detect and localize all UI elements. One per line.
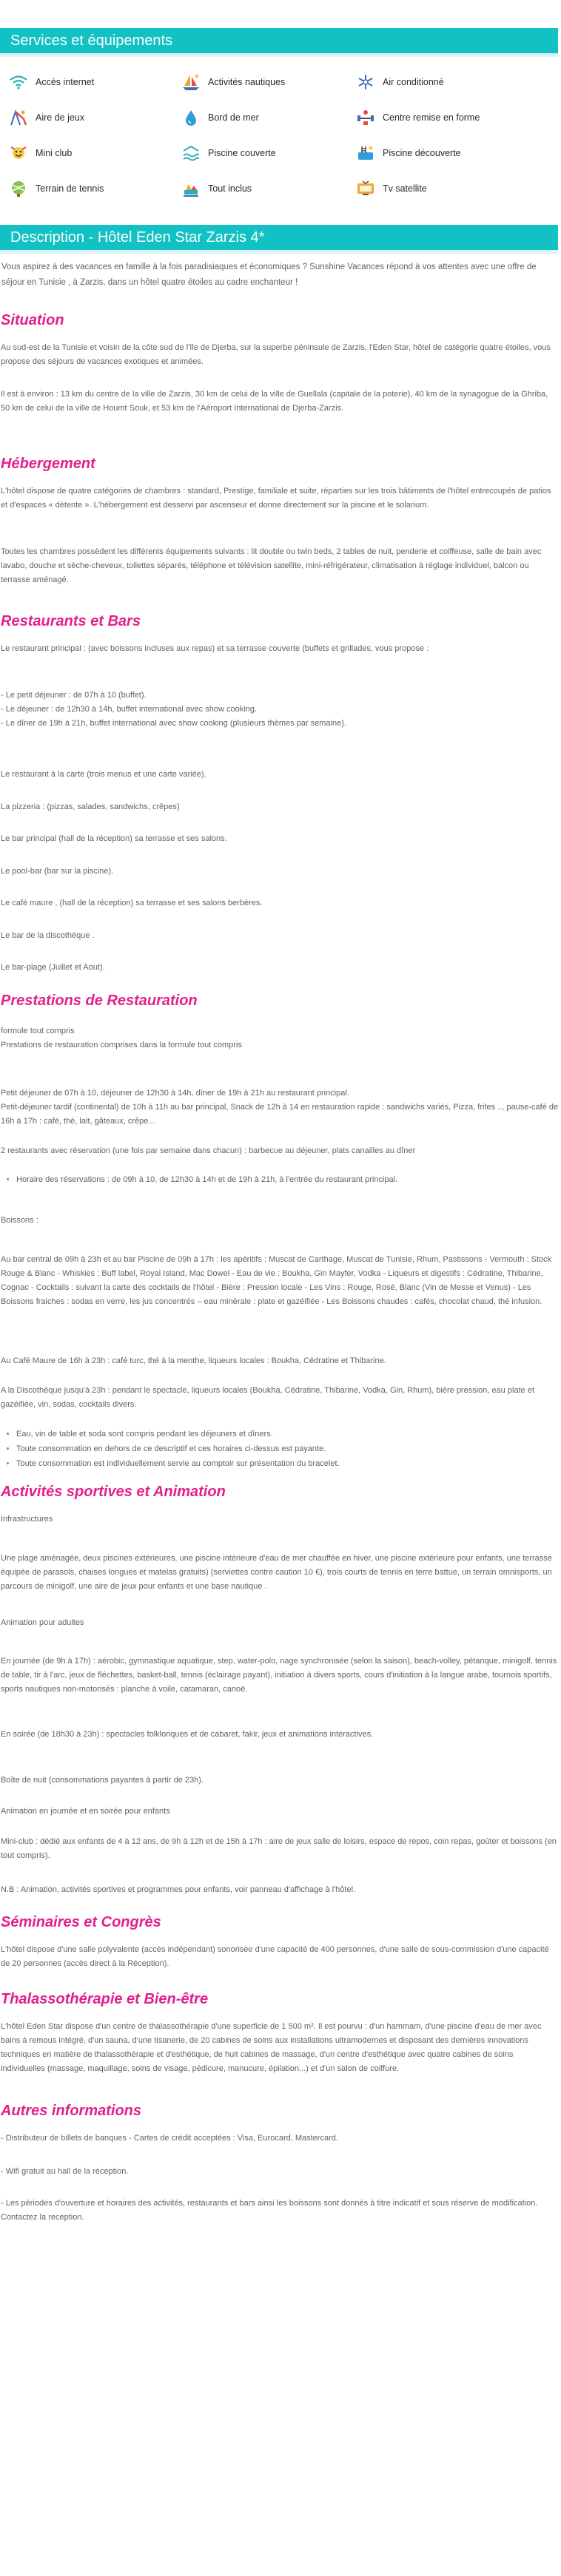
activites-infrastructures-label: Infrastructures [1, 1515, 53, 1524]
service-label: Air conditionné [383, 77, 444, 87]
all-inclusive-icon [180, 179, 202, 198]
restaurants-meals: - Le petit déjeuner : de 07h à 10 (buffet). - Le déjeuner : de 12h30 à 14h, buffet international avec show cooking. - Le dîner de 19h à 21h, buffet international avec show cooking (plusieurs thèmes par semaine). [1, 691, 346, 728]
indoor-pool-icon [180, 143, 202, 163]
hebergement-text-1: L'hôtel dispose de quatre catégories de chambres : standard, Prestige, familiale et suite, réparties sur les trois bâtiments de l'hôtel entrecoupés de patios et d'espaces « détente ». L'hébergement est desservi par ascenseur et donne directement sur la piscine et le solarium. [1, 487, 551, 510]
service-item-internet [7, 72, 180, 92]
prestations-horaires: Petit déjeuner de 07h à 10, déjeuner de 12h30 à 14h, dîner de 19h à 21h au restaurant principal. Petit-déjeuner tardif (continental) de 10h à 11h au bar principal, Snack de 12h à 14 en restauration rapide : sandwichs variés, Pizza, frites .., pause-café de 16h à 17h : café, thé, lait, gâteaux, crêpe... [1, 1089, 559, 1126]
list-item: • Toute consommation est individuellement servie au comptoir sur présentation du bracelet. [16, 1456, 561, 1471]
autres-text-2: - Wifi gratuit au hall de la réception. [1, 2167, 129, 2176]
service-label: Accès internet [36, 77, 95, 87]
autres-text-3: - Les périodes d'ouverture et horaires des activités, restaurants et bars ainsi les boissons sont donnés à titre indicatif et sous réserve de modification. Contactez la reception. [1, 2199, 538, 2222]
services-section [0, 28, 558, 199]
prestations-discotheque: A la Discothèque jusqu'à 23h : pendant le spectacle, liqueurs locales (Boukha, Cédratine, Thibarine, Vodka, Gin, Rhum), bière pression, eau plate et gazéifiée, vin, sodas, cocktails divers. [1, 1386, 534, 1409]
restaurants-text-plage: Le bar-plage (Juillet et Aout). [1, 963, 105, 972]
activites-infrastructures: Une plage aménagée, deux piscines extérieures, une piscine intérieure d'eau de mer chauffée en hiver, une piscine extérieure pour enfants, une terrasse équipée de parasols, chaises longues et matelas gratuits) (serviettes contre caution 10 €), trois courts de tennis en terre battue, un terrain omnisports, un parcours de minigolf, une aire de jeux pour enfants et une base nautique . [1, 1554, 552, 1591]
prestations-cafe-maure: Au Café Maure de 16h à 23h : café turc, thé à la menthe, liqueurs locales : Boukha, Cédratine et Thibarine. [1, 1356, 386, 1365]
service-item-piscine-decouverte [355, 143, 555, 163]
mini-club-icon [7, 143, 30, 163]
prestations-reservation: 2 restaurants avec réservation (une fois par semaine dans chacun) : barbecue au déjeuner, plats canailles au dîner [1, 1146, 416, 1155]
playground-icon [7, 108, 30, 127]
list-item: • Eau, vin de table et soda sont compris pendant les déjeuners et dîners. [16, 1427, 561, 1441]
activites-nb: N.B : Animation, activités sportives et programmes pour enfants, voir panneau d'affichage à l'hôtel. [1, 1885, 356, 1894]
heading-hebergement: Hébergement [1, 456, 95, 472]
service-label: Aire de jeux [36, 112, 85, 123]
service-item-piscine-couverte [180, 143, 355, 163]
fitness-icon [355, 108, 377, 127]
restaurants-text-poolbar: Le pool-bar (bar sur la piscine). [1, 867, 114, 876]
prestations-reservation-list [0, 1172, 561, 1187]
situation-text-1: Au sud-est de la Tunisie et voisin de la côte sud de l'île de Djerba, sur la superbe péninsule de Zarzis, l'Eden Star, hôtel de catégorie quatre étoiles, vous propose des séjours de vacances exotiques et animées. [1, 343, 551, 366]
restaurants-text-bar: Le bar principal (hall de la réception) sa terrasse et ses salons. [1, 834, 227, 843]
heading-situation: Situation [1, 312, 64, 328]
list-item: • Toute consommation en dehors de ce descriptif et ces horaires ci-dessus est payante. [16, 1441, 561, 1456]
service-label: Tout inclus [208, 183, 252, 194]
services-grid [7, 72, 555, 199]
service-item-clim [355, 72, 555, 92]
tennis-icon [7, 179, 30, 198]
service-item-miniclub [7, 143, 180, 163]
service-label: Mini club [36, 148, 73, 158]
activites-boite-de-nuit: Boîte de nuit (consommations payantes à partir de 23h). [1, 1776, 204, 1785]
prestations-boissons-bar: Au bar central de 09h à 23h et au bar Piscine de 09h à 17h : les apéritifs : Muscat de Carthage, Muscat de Tunisie, Rhum, Pastissons - Vermouth : Stock Rouge & Blanc - Whiskies : Buff label, Royal Island, Mac Dowel - Eau de vie : Boukha, Gin Mayfer, Vodka - Liqueurs et digestifs : Cédratine, Thibarine, Cognac - Cocktails : suivant la carte des cocktails de l'hôtel - Bière : Pression locale - Les Vins : Rouge, Rosé, Blanc (Vin de Messe et Venus) - Les Boissons fraiches : sodas en verre, les jus concentrés – eau minérale : plate et gazéifiée - Les Boissons chaudes : cafés, chocolat chaud, thé infusion. [1, 1255, 552, 1306]
prestations-boissons-label: Boissons : [1, 1216, 38, 1225]
service-item-tv [355, 178, 555, 199]
services-header: Services et équipements [0, 28, 558, 57]
service-label: Activités nautiques [208, 77, 286, 87]
activites-journee: En journée (de 9h à 17h) : aérobic, gymnastique aquatique, step, water-polo, nage synchronisée (selon la saison), beach-volley, pétanque, minigolf, tennis de table, tir à l'arc, jeux de fléchettes, basket-ball, tennis (éclairage payant), initiation à divers sports, cours d'initiation à la langue arabe, tournois sportifs, sports nautiques non-motorisés : planche à voile, catamaran, canoë. [1, 1657, 557, 1694]
description-intro: Vous aspirez à des vacances en famille à la fois paradisiaques et économiques ? Sunshine Vacances répond à vos attentes avec une offre de séjour en Tunisie , à Zarzis, dans un hôtel quatre étoiles au cadre enchanteur ! [1, 263, 537, 287]
outdoor-pool-icon [355, 143, 377, 163]
activites-adultes-label: Animation pour adultes [1, 1618, 84, 1627]
heading-prestations: Prestations de Restauration [1, 993, 198, 1009]
autres-text-1: - Distributeur de billets de banques - Cartes de crédit acceptées : Visa, Eurocard, Mastercard. [1, 2134, 338, 2143]
list-item: • Horaire des réservations : de 09h à 10, de 12h30 à 14h et de 19h à 21h, à l'entrée du restaurant principal. [16, 1172, 561, 1187]
service-item-tennis [7, 178, 180, 199]
snowflake-icon [355, 72, 377, 92]
service-label: Piscine couverte [208, 148, 276, 158]
service-item-tout-inclus [180, 178, 355, 199]
tv-icon [355, 179, 377, 198]
heading-seminaires: Séminaires et Congrès [1, 1914, 161, 1930]
restaurants-text-1: Le restaurant principal : (avec boissons incluses aux repas) et sa terrasse couverte (buffets et grillades, vous propose : [1, 644, 429, 653]
sailboat-icon [180, 72, 202, 92]
service-label: Terrain de tennis [36, 183, 104, 194]
service-item-mer [180, 107, 355, 128]
prestations-conditions-list [0, 1427, 561, 1471]
heading-autres: Autres informations [1, 2103, 142, 2119]
seminaires-text: L'hôtel dispose d'une salle polyvalente (accès indépendant) sonorisée d'une capacité de 400 personnes, d'une salle de sous-commission d'une capacité de 20 personnes (accès direct à la Réception). [1, 1945, 549, 1968]
wifi-icon [7, 72, 30, 92]
prestations-formule: formule tout compris Prestations de restauration comprises dans la formule tout compris [1, 1027, 242, 1049]
service-item-jeux [7, 107, 180, 128]
description-header: Description - Hôtel Eden Star Zarzis 4* [0, 225, 558, 254]
heading-activites: Activités sportives et Animation [1, 1484, 226, 1500]
service-item-fitness [355, 107, 555, 128]
service-label: Piscine découverte [383, 148, 461, 158]
activites-mini-club: Mini-club : dédié aux enfants de 4 à 12 ans, de 9h à 12h et de 15h à 17h : aire de jeux salle de loisirs, espace de repos, coin repas, goûter et boissons (en tout compris). [1, 1837, 557, 1860]
service-item-nautique [180, 72, 355, 92]
description-section [0, 225, 558, 291]
thalasso-text: L'hôtel Eden Star dispose d'un centre de thalassothérapie d'une superficie de 1 500 m². Il est pourvu : d'un hammam, d'une piscine d'eau de mer avec bains à remous intégré, d'un sauna, d'une tisanerie, de 20 cabines de soins aux installations ultramodernes et disposant des dernières innovations techniques en matière de thalassothérapie et d'esthétique, de huit cabines de massage, d'un centre d'esthétique avec quatre cabines de soins individuelles (massage, maquillage, soins de visage, pédicure, manucure, épilation...) et d'un salon de coiffure. [1, 2022, 542, 2073]
heading-thalasso: Thalassothérapie et Bien-être [1, 1991, 209, 2007]
service-label: Tv satellite [383, 183, 427, 194]
restaurants-text-pizzeria: La pizzeria : (pizzas, salades, sandwichs, crêpes) [1, 802, 180, 811]
restaurants-text-disco: Le bar de la discothèque . [1, 931, 95, 940]
situation-text-2: Il est à environ : 13 km du centre de la ville de Zarzis, 30 km de celui de la ville de Guellala (capitale de la poterie), 40 km de la synagogue de la Ghriba, 50 km de celui de la ville de Houmt Souk, et 53 km de l'Aéroport International de Djerba-Zarzis. [1, 390, 548, 413]
restaurants-text-carte: Le restaurant à la carte (trois menus et une carte variée). [1, 770, 206, 779]
service-label: Bord de mer [208, 112, 259, 123]
heading-restaurants: Restaurants et Bars [1, 613, 141, 629]
activites-soiree: En soirée (de 18h30 à 23h) : spectacles folkloriques et de cabaret, fakir, jeux et animations interactives. [1, 1730, 374, 1739]
service-label: Centre remise en forme [383, 112, 480, 123]
activites-enfants-label: Animation en journée et en soirée pour enfants [1, 1807, 170, 1816]
hebergement-text-2: Toutes les chambres possèdent les différents équipements suivants : lit double ou twin beds, 2 tables de nuit, penderie et coiffeuse, salle de bain avec lavabo, douche et sèche-cheveux, toilettes séparés, téléphone et télévision satellite, mini-réfrigérateur, climatisation à réglage individuel, balcon ou terrasse aménagé. [1, 547, 542, 584]
restaurants-text-cafe: Le café maure , (hall de la réception) sa terrasse et ses salons berbères. [1, 899, 263, 907]
water-drop-icon [180, 108, 202, 127]
